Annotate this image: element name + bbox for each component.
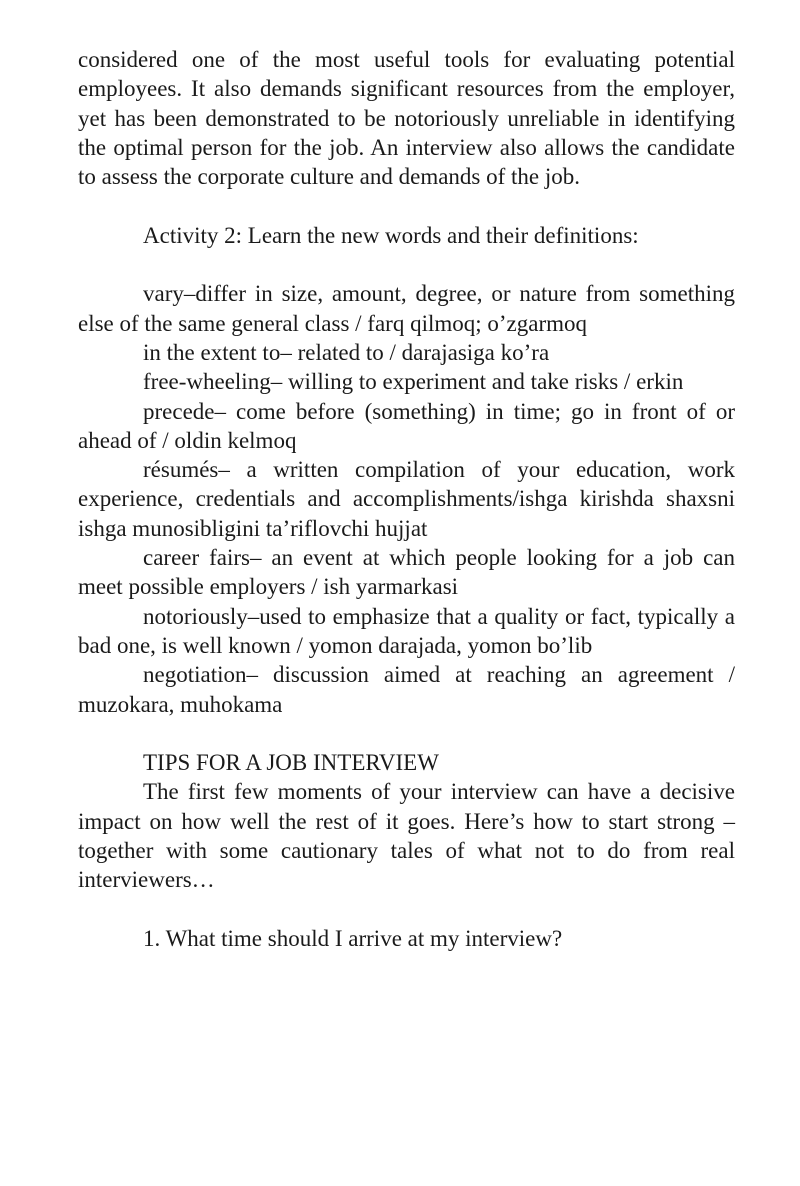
vocab-entry-in-the-extent-to: in the extent to– related to / darajasiga ko’ra	[143, 339, 550, 365]
question-1: 1. What time should I arrive at my interview?	[143, 925, 563, 951]
spacer	[78, 250, 735, 279]
vocab-entry-resumes: résumés– a written compilation of your education, work experience, credentials and accomplishments/ishga kirishda shaxsni ishga munosibligini ta’riflovchi hujjat	[78, 457, 735, 541]
vocab-entry-negotiation: negotiation– discussion aimed at reaching an agreement / muzokara, muhokama	[78, 662, 735, 717]
spacer	[78, 719, 735, 748]
spacer	[78, 191, 735, 220]
spacer	[78, 895, 735, 924]
intro-paragraph: considered one of the most useful tools for evaluating potential employees. It also demands significant resources from the employer, yet has been demonstrated to be notoriously unreliable in identifying the optimal person for the job. An interview also allows the candidate to assess the corporate culture and demands of the job.	[78, 47, 735, 190]
vocab-entry-career-fairs: career fairs– an event at which people looking for a job can meet possible employers / ish yarmarkasi	[78, 545, 735, 600]
vocab-entry-free-wheeling: free-wheeling– willing to experiment and take risks / erkin	[143, 369, 684, 395]
vocab-entry-notoriously: notoriously–used to emphasize that a quality or fact, typically a bad one, is well known / yomon darajada, yomon bo’lib	[78, 603, 735, 658]
activity-heading: Activity 2: Learn the new words and their definitions:	[143, 222, 639, 248]
vocab-entry-precede: precede– come before (something) in time; go in front of or ahead of / oldin kelmoq	[78, 398, 735, 453]
tips-heading: TIPS FOR A JOB INTERVIEW	[143, 750, 439, 776]
tips-paragraph: The first few moments of your interview can have a decisive impact on how well the rest of it goes. Here’s how to start strong – together with some cautionary tales of what not to do from real interviewers…	[78, 779, 735, 893]
vocabulary-list	[78, 279, 735, 718]
vocab-entry-vary: vary–differ in size, amount, degree, or nature from something else of the same general class / farq qilmoq; o’zgarmoq	[78, 281, 735, 336]
